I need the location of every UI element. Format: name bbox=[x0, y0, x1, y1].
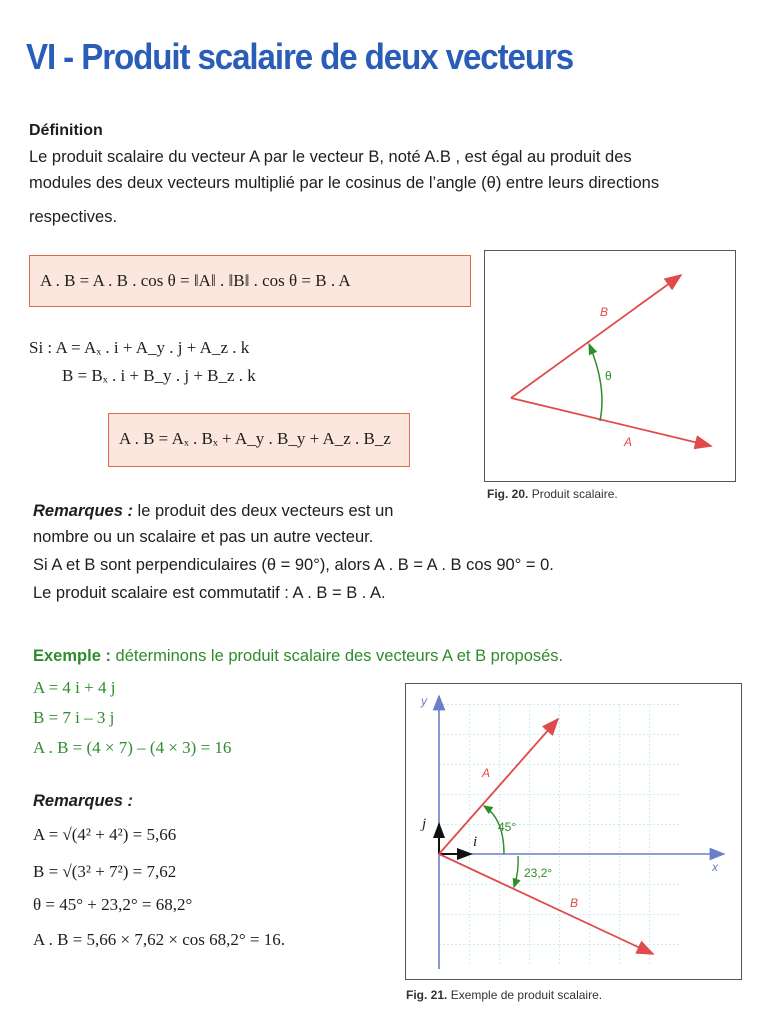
component-B: B = Bₓ . i + B_y . j + B_z . k bbox=[62, 366, 256, 385]
definition-line-3: respectives. bbox=[29, 208, 118, 226]
figure-21-caption bbox=[406, 988, 602, 1002]
formula-definition: A . B = A . B . cos θ = ‖A‖ . ‖B‖ . cos θ = B . A bbox=[40, 271, 351, 290]
example-eq-1: A = 4 i + 4 j bbox=[33, 678, 116, 697]
example bbox=[33, 643, 563, 669]
fig20-label-B: B bbox=[600, 305, 609, 319]
definition-heading: Définition bbox=[29, 122, 103, 139]
formula-box-components bbox=[108, 413, 410, 467]
fig21-label-j: j bbox=[422, 816, 427, 832]
figure-21-drawing bbox=[406, 684, 741, 979]
component-A: Si : A = Aₓ . i + A_y . j + A_z . k bbox=[29, 338, 250, 357]
definition-line-1: Le produit scalaire du vecteur A par le vecteur B, noté A.B , est égal au produit des bbox=[29, 148, 632, 166]
remarks1-heading: Remarques : bbox=[33, 502, 133, 520]
formula-components: A . B = Aₓ . Bₓ + A_y . B_y + A_z . B_z bbox=[119, 429, 391, 448]
fig21-axis-y: y bbox=[421, 694, 427, 708]
figure-21-caption-num: Fig. 21. bbox=[406, 988, 448, 1002]
example-eq-3: A . B = (4 × 7) – (4 × 3) = 16 bbox=[33, 738, 232, 757]
figure-20-caption-text: Produit scalaire. bbox=[531, 487, 618, 501]
remarks1-line-4: Le produit scalaire est commutatif : A . B = B . A. bbox=[33, 584, 386, 602]
page-title: VI - Produit scalaire de deux vecteurs bbox=[26, 36, 574, 77]
remarks2-eq-theta: θ = 45° + 23,2° = 68,2° bbox=[33, 895, 193, 914]
fig21-label-B: B bbox=[570, 896, 579, 910]
angle-theta-arc bbox=[589, 344, 602, 421]
example-heading: Exemple : bbox=[33, 647, 111, 665]
fig21-label-i: i bbox=[473, 834, 478, 850]
figure-21-caption-text: Exemple de produit scalaire. bbox=[450, 988, 603, 1002]
remarks1 bbox=[33, 498, 393, 524]
example-text: déterminons le produit scalaire des vecteurs A et B proposés. bbox=[115, 647, 564, 665]
remarks2-eq-B: B = √(3² + 7²) = 7,62 bbox=[33, 862, 177, 881]
fig20-label-A: A bbox=[624, 435, 633, 449]
remarks1-line-1: le produit des deux vecteurs est un bbox=[137, 502, 394, 520]
remarks2-eq-dot: A . B = 5,66 × 7,62 × cos 68,2° = 16. bbox=[33, 930, 285, 949]
vector-A-line bbox=[511, 398, 711, 446]
fig21-angle-23: 23,2° bbox=[524, 866, 553, 880]
figure-20-drawing bbox=[485, 251, 735, 481]
fig21-axis-x: x bbox=[712, 860, 718, 874]
fig21-label-A: A bbox=[482, 766, 491, 780]
definition-line-2: modules des deux vecteurs multiplié par le cosinus de l’angle (θ) entre leurs directions bbox=[29, 174, 660, 192]
remarks1-line-3: Si A et B sont perpendiculaires (θ = 90°), alors A . B = A . B cos 90° = 0. bbox=[33, 556, 554, 574]
figure-21 bbox=[405, 683, 742, 980]
remarks2-eq-A: A = √(4² + 4²) = 5,66 bbox=[33, 825, 177, 844]
figure-20-caption bbox=[487, 487, 618, 501]
example-eq-2: B = 7 i – 3 j bbox=[33, 708, 115, 727]
remarks1-line-2: nombre ou un scalaire et pas un autre vecteur. bbox=[33, 528, 374, 546]
fig20-label-theta: θ bbox=[605, 369, 612, 383]
remarks2-heading: Remarques : bbox=[33, 792, 133, 810]
formula-box-definition bbox=[29, 255, 471, 307]
figure-20 bbox=[484, 250, 736, 482]
vector-B-line bbox=[511, 275, 681, 398]
fig21-angle-45: 45° bbox=[498, 820, 517, 834]
figure-20-caption-num: Fig. 20. bbox=[487, 487, 529, 501]
